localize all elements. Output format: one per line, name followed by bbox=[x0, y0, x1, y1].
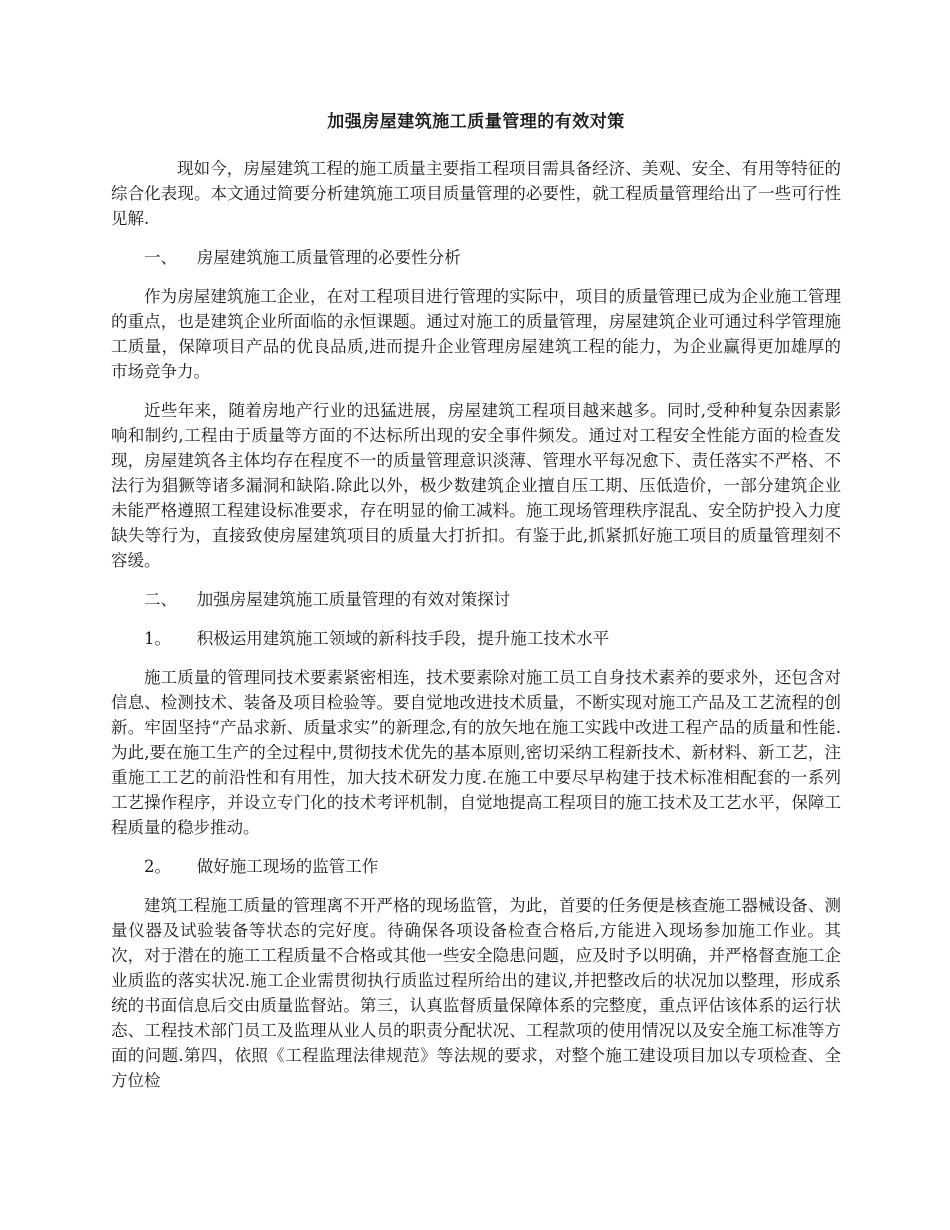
subsection-1-title: 积极运用建筑施工领域的新科技手段，提升施工技术水平 bbox=[196, 629, 610, 648]
subsection-2-title: 做好施工现场的监管工作 bbox=[196, 857, 379, 876]
section-1-title: 房屋建筑施工质量管理的必要性分析 bbox=[196, 248, 461, 267]
subsection-1-paragraph: 施工质量的管理同技术要素紧密相连，技术要素除对施工员工自身技术素养的要求外，还包含对信息、检测技术、装备及项目检验等。要自觉地改进技术质量，不断实现对施工产品及工艺流程的创新。牢固坚持“产品求新、质量求实”的新理念,有的放矢地在施工实践中改进工程产品的质量和性能.为此,要在施工生产的全过程中,贯彻技术优先的基本原则,密切采纳工程新技术、新材料、新工艺，注重施工工艺的前沿性和有用性，加大技术研发力度.在施工中要尽早构建于技术标准相配套的一系列工艺操作程序，并设立专门化的技术考评机制，自觉地提高工程项目的施工技术及工艺水平，保障工程质量的稳步推动。 bbox=[111, 668, 841, 837]
subsection-1-number: 1。 bbox=[144, 629, 171, 648]
subsection-2-paragraph: 建筑工程施工质量的管理离不开严格的现场监管，为此，首要的任务便是核查施工器械设备、测量仪器及试验装备等状态的完好度。待确保各项设备检查合格后,方能进入现场参加施工作业。其次，对于潜在的施工工程质量不合格或其他一些安全隐患问题，应及时予以明确，并严格督查施工企业质监的落实状况.施工企业需贯彻执行质监过程所给出的建议,并把整改后的状况加以整理，形成系统的书面信息后交由质量监督站。第三，认真监督质量保障体系的完整度，重点评估该体系的运行状态、工程技术部门员工及监理从业人员的职责分配状况、工程款项的使用情况以及安全施工标准等方面的问题.第四，依照《工程监理法律规范》等法规的要求，对整个施工建设项目加以专项检查、全方位检 bbox=[111, 896, 841, 1090]
section-1-paragraph-2: 近些年来，随着房地产行业的迅猛进展，房屋建筑工程项目越来越多。同时,受种种复杂因素影响和制约,工程由于质量等方面的不达标所出现的安全事件频发。通过对工程安全性能方面的检查发现，房屋建筑各主体均存在程度不一的质量管理意识淡薄、管理水平每况愈下、责任落实不严格、不法行为猖獗等诸多漏洞和缺陷.除此以外，极少数建筑企业擅自压工期、压低造价，一部分建筑企业未能严格遵照工程建设标准要求，存在明显的偷工减料。施工现场管理秩序混乱、安全防护投入力度缺失等行为，直接致使房屋建筑项目的质量大打折扣。有鉴于此,抓紧抓好施工项目的质量管理刻不容缓。 bbox=[111, 401, 841, 570]
document-title: 加强房屋建筑施工质量管理的有效对策 bbox=[327, 112, 625, 132]
document-page bbox=[111, 110, 841, 1107]
section-1-paragraph-1: 作为房屋建筑施工企业，在对工程项目进行管理的实际中，项目的质量管理已成为企业施工管理的重点，也是建筑企业所面临的永恒课题。通过对施工的质量管理，房屋建筑企业可通过科学管理施工质量，保障项目产品的优良品质,进而提升企业管理房屋建筑工程的能力，为企业赢得更加雄厚的市场竞争力。 bbox=[111, 287, 841, 381]
subsection-2-number: 2。 bbox=[144, 857, 171, 876]
subsection-1-heading bbox=[111, 626, 841, 651]
section-2-number: 二、 bbox=[144, 590, 177, 609]
section-2-title: 加强房屋建筑施工质量管理的有效对策探讨 bbox=[196, 590, 511, 609]
intro-paragraph: 现如今，房屋建筑工程的施工质量主要指工程项目需具备经济、美观、安全、有用等特征的综合化表现。本文通过简要分析建筑施工项目质量管理的必要性，就工程质量管理给出了一些可行性见解. bbox=[111, 159, 841, 228]
subsection-2-heading bbox=[111, 854, 841, 879]
section-1-heading bbox=[111, 245, 841, 270]
section-1-number: 一、 bbox=[144, 248, 177, 267]
section-2-heading bbox=[111, 587, 841, 612]
